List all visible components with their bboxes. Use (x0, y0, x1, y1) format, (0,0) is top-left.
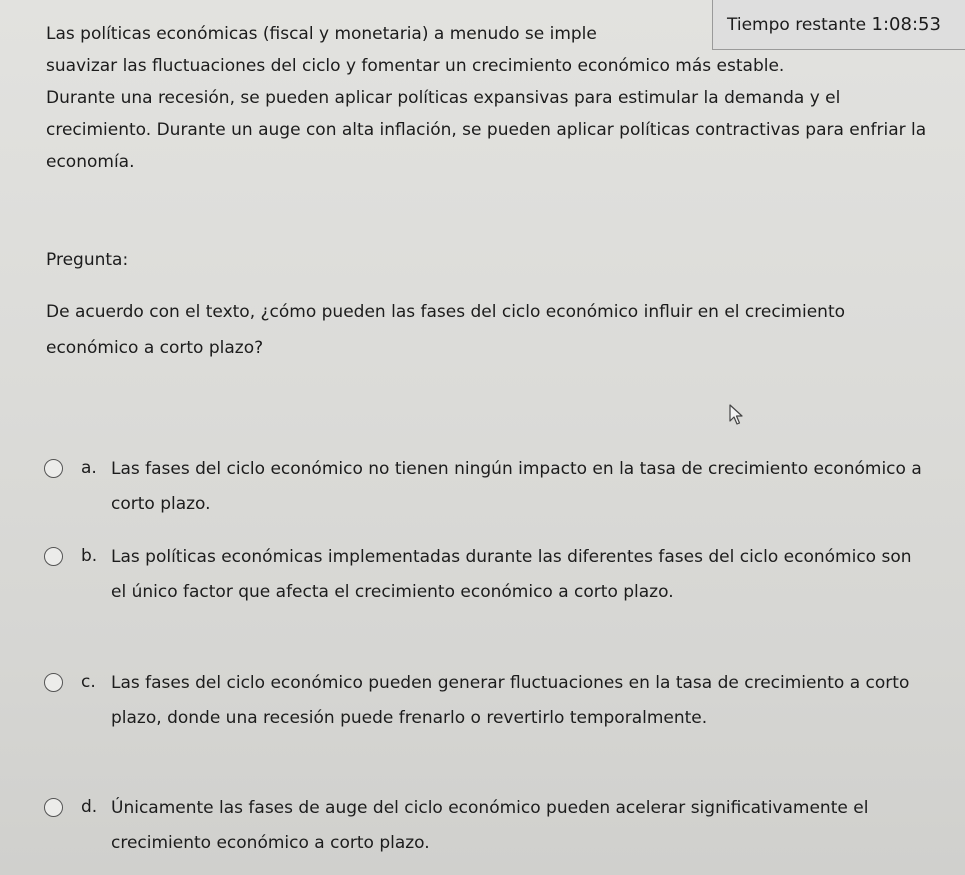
option-text-b: Las políticas económicas implementadas durante las diferentes fases del ciclo económico son el único factor que afecta el crecimiento económico a corto plazo. (111, 547, 912, 602)
passage-line-1: Las políticas económicas (fiscal y monetaria) a menudo se imple (46, 24, 597, 44)
radio-button-d[interactable] (44, 798, 63, 817)
option-letter-c: c. (81, 672, 96, 692)
option-letter-d: d. (81, 797, 98, 817)
time-remaining-box (712, 0, 965, 50)
radio-button-b[interactable] (44, 547, 63, 566)
option-letter-a: a. (81, 458, 97, 478)
question-text: De acuerdo con el texto, ¿cómo pueden las fases del ciclo económico influir en el crecimiento económico a corto plazo? (46, 302, 846, 358)
radio-button-a[interactable] (44, 459, 63, 478)
passage-paragraph-2: Durante una recesión, se pueden aplicar políticas expansivas para estimular la demanda y el crecimiento. Durante un auge con alta inflación, se pueden aplicar políticas contractivas para enfriar la economía. (46, 88, 927, 172)
option-b[interactable] (44, 540, 954, 610)
option-d[interactable] (44, 791, 954, 861)
option-text-c: Las fases del ciclo económico pueden generar fluctuaciones en la tasa de crecimiento a corto plazo, donde una recesión puede frenarlo o revertirlo temporalmente. (111, 673, 910, 728)
question-label: Pregunta: (46, 250, 129, 270)
passage-line-2: suavizar las fluctuaciones del ciclo y fomentar un crecimiento económico más estable. (46, 56, 785, 76)
option-c[interactable] (44, 666, 954, 736)
mouse-pointer-icon (729, 404, 745, 426)
radio-button-c[interactable] (44, 673, 63, 692)
option-text-a: Las fases del ciclo económico no tienen ningún impacto en la tasa de crecimiento económico a corto plazo. (111, 459, 922, 514)
option-letter-b: b. (81, 546, 98, 566)
option-text-d: Únicamente las fases de auge del ciclo económico pueden acelerar significativamente el crecimiento económico a corto plazo. (111, 798, 869, 853)
timer-value: 1:08:53 (871, 14, 941, 35)
timer-label: Tiempo restante (727, 15, 867, 35)
option-a[interactable] (44, 452, 954, 522)
